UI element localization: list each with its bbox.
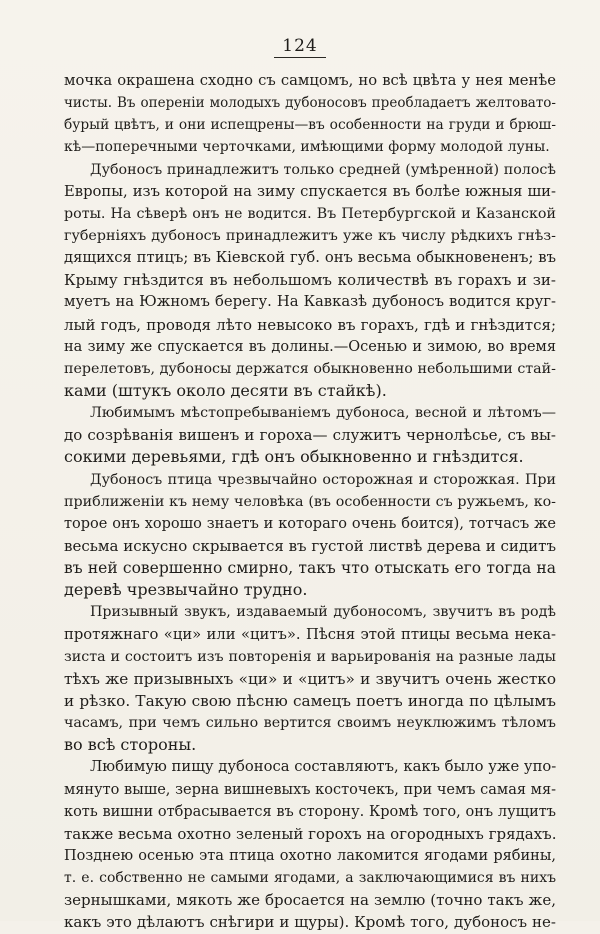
text-line: мянуто выше, зерна вишневыхъ косточекъ, при чемъ самая мя- [64,781,556,798]
text-line: зиста и состоитъ изъ повторенія и варьированія на разные лады [64,648,556,665]
text-line: лый годъ, проводя лѣто невысоко въ горахъ, гдѣ и гнѣздится; [64,315,556,334]
text-line: муетъ на Южномъ берегу. На Кавказѣ дубоносъ водится круг- [64,293,556,311]
text-line: Любимымъ мѣстопребываніемъ дубоноса, весной и лѣтомъ— [90,405,556,422]
text-line: и рѣзко. Такую свою пѣсню самецъ поетъ иногда по цѣлымъ [64,691,556,710]
text-line: Позднею осенью эта птица охотно лакомится ягодами рябины, [64,847,556,864]
text-line: перелетовъ, дубоносы держатся обыкновенно небольшими стай- [64,360,556,377]
text-line: бурый цвѣтъ, и они испещрены—въ особенности на груди и брюш- [64,117,556,134]
text-line: Любимую пищу дубоноса составляютъ, какъ было уже упо- [90,758,557,776]
text-line: Дубоносъ птица чрезвычайно осторожная и сторожкая. При [90,471,556,488]
text-line: деревѣ чрезвычайно трудно. [64,580,308,600]
text-line: кѣ—поперечными черточками, имѣющими форму молодой луны. [64,139,550,156]
text-line: т. е. собственно не самыми ягодами, а заключающимися въ нихъ [64,870,556,887]
text-line: коть вишни отбрасывается въ сторону. Кромѣ того, онъ лущитъ [64,803,556,820]
text-line: какъ это дѣлаютъ снѣгири и щуры). Кромѣ того, дубоносъ не- [64,913,556,932]
text-line: Крыму гнѣздится въ небольшомъ количествѣ въ горахъ и зи- [64,271,556,290]
text-line: на зиму же спускается въ долины.—Осенью и зимою, во время [64,338,556,355]
text-line: во всѣ стороны. [64,735,197,755]
text-line: весьма искусно скрывается въ густой листвѣ дерева и сидитъ [64,536,556,555]
text-line: роты. На сѣверѣ онъ не водится. Въ Петербургской и Казанской [64,205,556,222]
text-line: протяжнаго «ци» или «цитъ». Пѣсня этой птицы весьма нека- [64,625,556,643]
text-line: губерніяхъ дубоносъ принадлежитъ уже къ числу рѣдкихъ гнѣз- [64,227,556,244]
page-header [0,36,600,58]
text-line: Дубоносъ принадлежитъ только средней (умѣренной) полосѣ [90,161,556,178]
text-line: дящихся птицъ; въ Кіевской губ. онъ весьма обыкновененъ; въ [64,249,556,267]
page-number: 124 [274,36,325,58]
text-line: ками (штукъ около десяти въ стайкѣ). [64,380,387,400]
text-line: торое онъ хорошо знаетъ и котораго очень боится), тотчасъ же [64,515,556,532]
text-line: Призывный звукъ, издаваемый дубоносомъ, звучитъ въ родѣ [90,604,556,621]
text-line: чисты. Въ опереніи молодыхъ дубоносовъ преобладаетъ желтовато- [64,95,556,112]
body-text [64,70,556,933]
text-line: до созрѣванія вишенъ и гороха— служитъ чернолѣсье, съ вы- [64,426,556,445]
text-line: Европы, изъ которой на зиму спускается въ болѣе южныя ши- [64,182,556,200]
text-line: сокими деревьями, гдѣ онъ обыкновенно и гнѣздится. [64,447,524,467]
text-line: въ ней совершенно смирно, такъ что отыскать его тогда на [64,559,556,578]
text-line: мочка окрашена сходно съ самцомъ, но всѣ цвѣта у нея менѣе [64,72,556,89]
text-line: тѣхъ же призывныхъ «ци» и «цитъ» и звучитъ очень жестко [64,669,556,688]
text-line: часамъ, при чемъ сильно вертится своимъ неуклюжимъ тѣломъ [64,715,556,732]
text-line: зернышками, мякоть же бросается на землю (точно такъ же, [64,891,556,910]
text-line: приближеніи къ нему человѣка (въ особенности съ ружьемъ, ко- [64,493,556,510]
text-line: также весьма охотно зеленый горохъ на огородныхъ грядахъ. [64,824,557,843]
